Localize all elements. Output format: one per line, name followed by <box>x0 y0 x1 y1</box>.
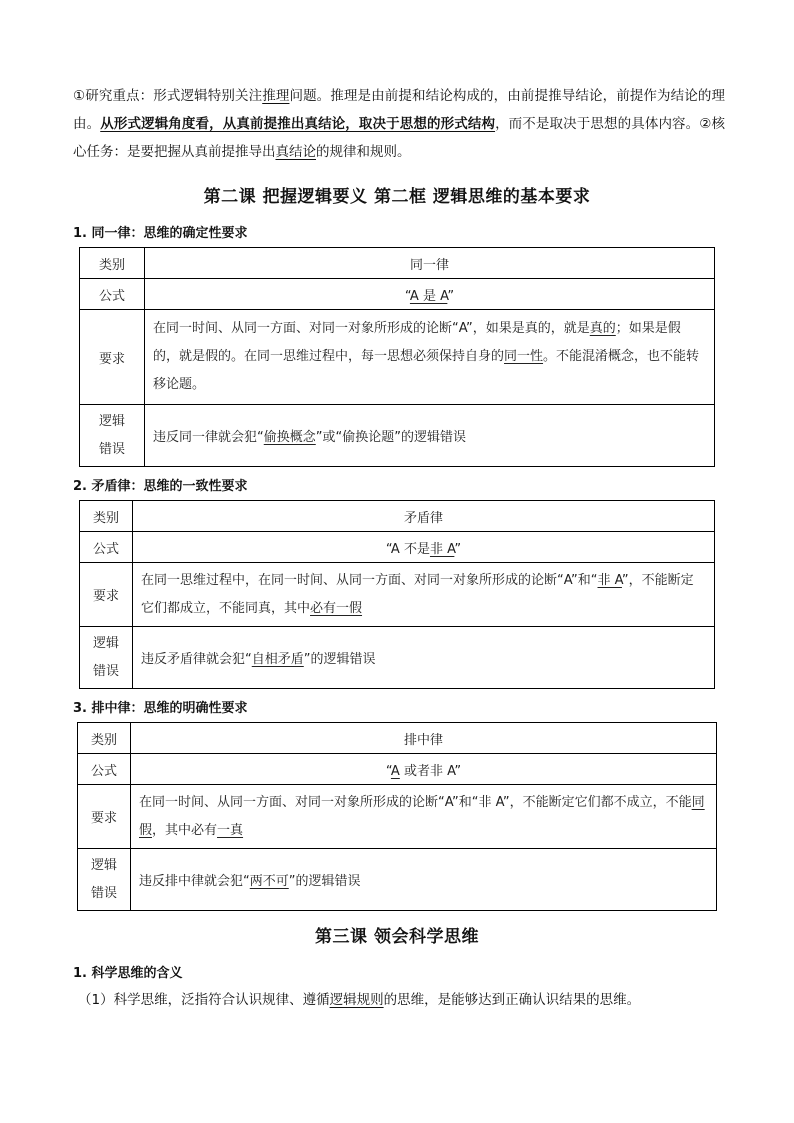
cell-formula-label: 公式 <box>80 279 145 310</box>
cell-type-value: 矛盾律 <box>133 501 715 532</box>
cell-formula-label: 公式 <box>78 754 131 785</box>
section-heading: 1. 科学思维的含义 <box>73 966 183 981</box>
cell-type-label: 类别 <box>80 501 133 532</box>
table-row <box>80 248 715 279</box>
intro-underline: 真结论 <box>275 144 316 160</box>
cell-formula-label: 公式 <box>80 532 133 563</box>
intro-text: ①研究重点：形式逻辑特别关注 <box>73 88 263 104</box>
table-row <box>80 279 715 310</box>
cell-requirement-text: 在同一思维过程中，在同一时间、从同一方面、对同一对象所形成的论断“A”和“非 A”，不能断定它们都成立，不能同真，其中必有一假 <box>133 563 715 627</box>
section-heading: 2. 矛盾律：思维的一致性要求 <box>73 479 248 494</box>
table-row <box>78 849 717 911</box>
table-row <box>80 563 715 627</box>
cell-requirement-text: 在同一时间、从同一方面、对同一对象所形成的论断“A”和“非 A”，不能断定它们都不成立，不能同假，其中必有一真 <box>131 785 717 849</box>
cell-type-label: 类别 <box>78 723 131 754</box>
cell-error-text: 违反同一律就会犯“偷换概念”或“偷换论题”的逻辑错误 <box>145 405 715 467</box>
intro-text: 问题。推理是由前提和结论构成的，由前提推导结论，前提作为结论的理由。 <box>73 88 726 132</box>
cell-formula-value: “A 不是非 A” <box>133 532 715 563</box>
cell-requirement-label: 要求 <box>78 785 131 849</box>
excluded-middle-law-table <box>77 722 717 911</box>
cell-requirement-label: 要求 <box>80 563 133 627</box>
table-row <box>80 405 715 467</box>
section-heading: 3. 排中律：思维的明确性要求 <box>73 701 248 716</box>
table-row <box>78 723 717 754</box>
scientific-thinking-paragraph: （1）科学思维，泛指符合认识规律、遵循逻辑规则的思维，是能够达到正确认识结果的思维。 <box>78 992 641 1008</box>
section-heading: 1. 同一律：思维的确定性要求 <box>73 226 248 241</box>
cell-formula-value: “A 是 A” <box>145 279 715 310</box>
intro-paragraph <box>73 82 725 166</box>
table-row <box>80 532 715 563</box>
table-row <box>80 501 715 532</box>
cell-formula-value: “A 或者非 A” <box>131 754 717 785</box>
table-row <box>78 785 717 849</box>
cell-type-label: 类别 <box>80 248 145 279</box>
intro-text: ，而不是取决于思想的具体内容。②核心任务：是要把握从真前提推导出 <box>73 116 725 160</box>
intro-text: 的规律和规则。 <box>316 144 411 160</box>
cell-error-label: 逻辑 错误 <box>78 849 131 911</box>
identity-law-table <box>79 247 715 467</box>
cell-type-value: 同一律 <box>145 248 715 279</box>
table-row <box>80 310 715 405</box>
cell-error-label: 逻辑 错误 <box>80 627 133 689</box>
lesson-title: 第三课 领会科学思维 <box>315 927 479 947</box>
cell-error-text: 违反排中律就会犯“两不可”的逻辑错误 <box>131 849 717 911</box>
contradiction-law-table <box>79 500 715 689</box>
cell-requirement-text: 在同一时间、从同一方面、对同一对象所形成的论断“A”，如果是真的，就是真的；如果是假的，就是假的。在同一思维过程中，每一思想必须保持自身的同一性。不能混淆概念，也不能转移论题。 <box>145 310 715 405</box>
cell-requirement-label: 要求 <box>80 310 145 405</box>
lesson-title: 第二课 把握逻辑要义 第二框 逻辑思维的基本要求 <box>203 187 591 207</box>
intro-bold-underline: 从形式逻辑角度看，从真前提推出真结论，取决于思想的形式结构 <box>100 116 496 132</box>
cell-error-text: 违反矛盾律就会犯“自相矛盾”的逻辑错误 <box>133 627 715 689</box>
cell-type-value: 排中律 <box>131 723 717 754</box>
intro-underline: 推理 <box>262 88 290 104</box>
table-row <box>78 754 717 785</box>
table-row <box>80 627 715 689</box>
cell-error-label: 逻辑 错误 <box>80 405 145 467</box>
